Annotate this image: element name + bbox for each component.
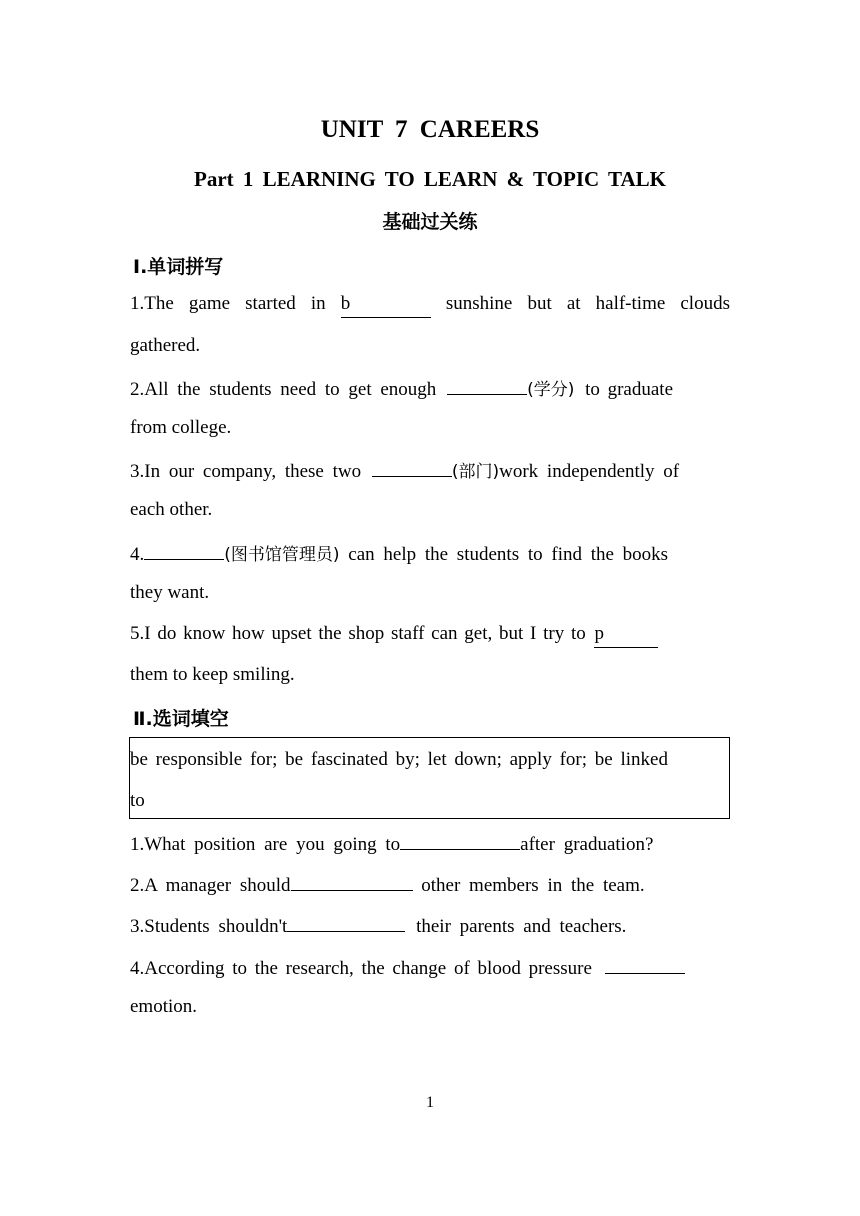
answer-blank[interactable] <box>144 539 224 560</box>
section-2-heading: Ⅱ.选词填空 <box>133 708 229 730</box>
s1-item-4-line-1: 4. (图书馆管理员) can help the students to find the books <box>130 539 730 565</box>
answer-blank[interactable] <box>287 911 405 932</box>
s1-item-3-line-2: each other. <box>130 499 213 520</box>
part-title: Part 1 LEARNING TO LEARN & TOPIC TALK <box>194 167 666 191</box>
s2-item-4-line-2: emotion. <box>130 996 198 1017</box>
s2-item-3: 3.Students shouldn't their parents and teachers. <box>130 911 730 937</box>
answer-blank[interactable] <box>605 953 685 974</box>
s1-item-1-line-2: gathered. <box>130 335 201 356</box>
unit-title: UNIT 7 CAREERS <box>320 116 540 143</box>
s1-item-5-line-1: 5.I do know how upset the shop staff can get, but I try to p <box>130 621 730 647</box>
word-bank-line-2: to <box>130 790 145 811</box>
answer-blank[interactable] <box>291 870 413 891</box>
answer-blank[interactable] <box>447 374 527 395</box>
s2-item-2: 2.A manager should other members in the team. <box>130 870 730 896</box>
word-bank-line-1: be responsible for; be fascinated by; let down; apply for; be linked <box>130 749 668 770</box>
s1-item-4-line-2: they want. <box>130 582 210 603</box>
s1-item-3-line-1: 3.In our company, these two (部门)work independently of <box>130 456 730 482</box>
blank-with-letter[interactable]: b <box>341 291 431 317</box>
answer-blank[interactable] <box>372 456 452 477</box>
s2-item-4-line-1: 4.According to the research, the change of blood pressure <box>130 953 730 979</box>
s1-item-2-line-2: from college. <box>130 417 232 438</box>
section-subtitle: 基础过关练 <box>382 211 478 233</box>
blank-with-letter[interactable]: p <box>594 621 658 648</box>
answer-blank[interactable] <box>400 829 520 850</box>
section-1-heading: Ⅰ.单词拼写 <box>133 256 224 278</box>
s1-item-5-line-2: them to keep smiling. <box>130 664 295 685</box>
s1-item-2-line-1: 2.All the students need to get enough (学分) to graduate <box>130 374 730 400</box>
page-number: 1 <box>426 1094 434 1111</box>
word-bank-box <box>129 737 730 819</box>
s2-item-1: 1.What position are you going to after graduation? <box>130 829 730 855</box>
s1-item-1-line-1: 1.The game started in b sunshine but at half-time clouds <box>130 291 730 317</box>
